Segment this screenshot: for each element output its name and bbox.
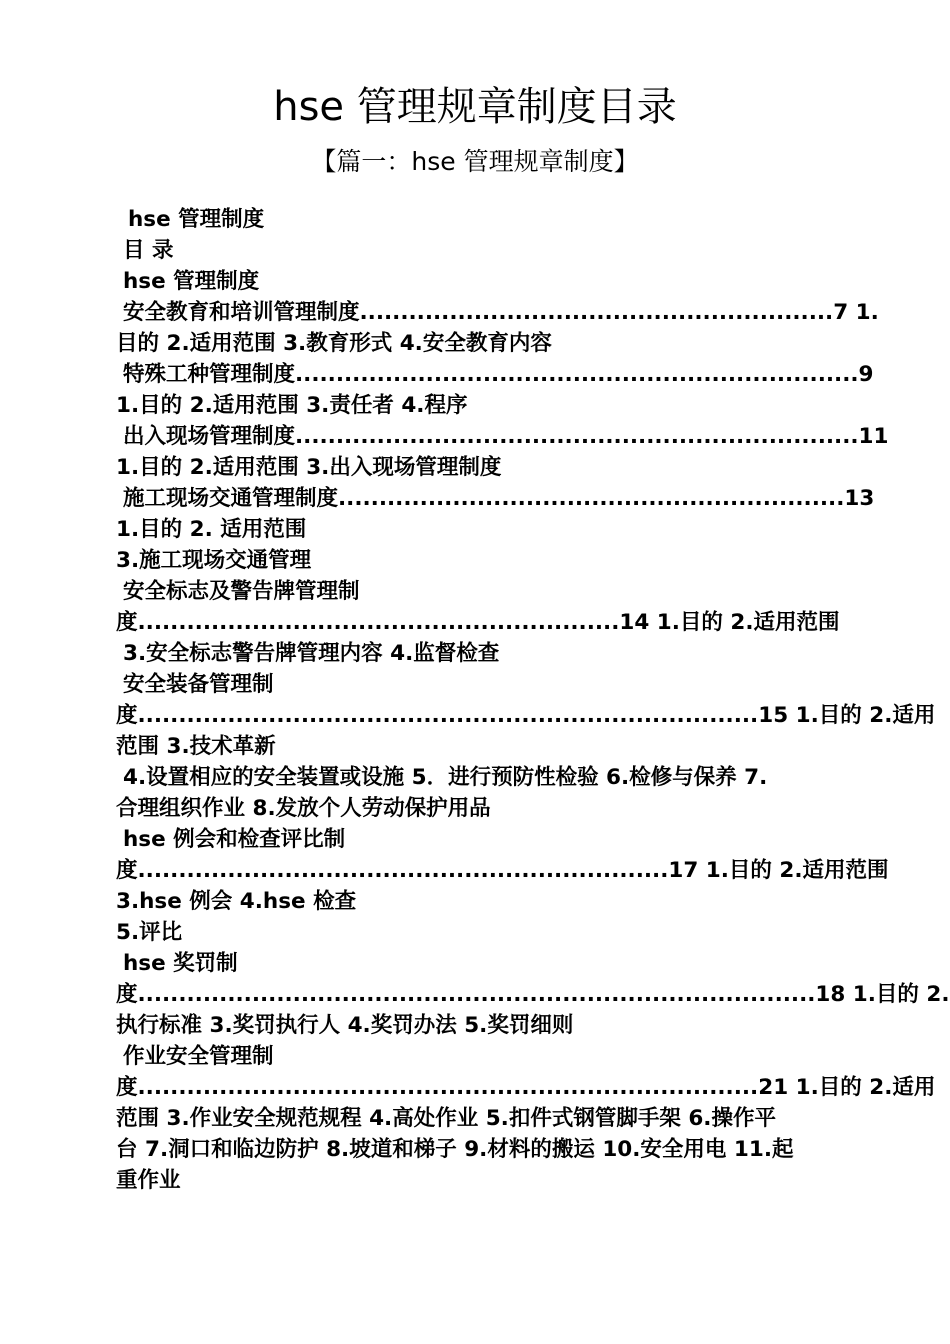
- toc-line: 范围 3.技术革新: [116, 734, 276, 759]
- toc-line: hse 奖罚制: [123, 951, 238, 976]
- toc-line: 4.设置相应的安全装置或设施 5．进行预防性检验 6.检修与保养 7.: [123, 765, 768, 790]
- toc-entry: 特殊工种管理制度.....................................................................9: [123, 362, 874, 387]
- toc-body: [116, 204, 950, 1196]
- toc-line: 1.目的 2. 适用范围: [116, 517, 307, 542]
- toc-line: 目 录: [123, 238, 174, 263]
- toc-line: hse 管理制度: [123, 269, 260, 294]
- toc-line: 执行标准 3.奖罚执行人 4.奖罚办法 5.奖罚细则: [116, 1013, 574, 1038]
- toc-entry: 出入现场管理制度.....................................................................11: [123, 424, 889, 449]
- toc-line: 目的 2.适用范围 3.教育形式 4.安全教育内容: [116, 331, 552, 356]
- toc-line: 1.目的 2.适用范围 3.责任者 4.程序: [116, 393, 468, 418]
- toc-line: 重作业: [116, 1168, 181, 1193]
- toc-line: 3.hse 例会 4.hse 检查: [116, 889, 357, 914]
- toc-entry: 安全教育和培训管理制度..........................................................7 1.: [123, 300, 879, 325]
- toc-line: 5.评比: [116, 920, 183, 945]
- toc-entry: 度............................................................................15 1.目的 2.适用: [116, 703, 936, 728]
- toc-line: 台 7.洞口和临边防护 8.坡道和梯子 9.材料的搬运 10.安全用电 11.起: [116, 1137, 794, 1162]
- toc-line: 3.安全标志警告牌管理内容 4.监督检查: [123, 641, 500, 666]
- toc-entry: 度.................................................................17 1.目的 2.适用范围: [116, 858, 889, 883]
- toc-line: hse 管理制度: [128, 207, 265, 232]
- toc-line: 安全标志及警告牌管理制: [123, 579, 360, 604]
- toc-line: hse 例会和检查评比制: [123, 827, 346, 852]
- toc-entry: 度...........................................................14 1.目的 2.适用范围: [116, 610, 840, 635]
- toc-line: 范围 3.作业安全规范规程 4.高处作业 5.扣件式钢管脚手架 6.操作平: [116, 1106, 776, 1131]
- toc-entry: 施工现场交通管理制度..............................................................13: [123, 486, 875, 511]
- document-subtitle: 【篇一：hse 管理规章制度】: [311, 147, 639, 176]
- toc-line: 作业安全管理制: [123, 1044, 274, 1069]
- toc-line: 1.目的 2.适用范围 3.出入现场管理制度: [116, 455, 502, 480]
- toc-entry: 度...................................................................................18 1.目的 2.: [116, 982, 950, 1007]
- toc-line: 3.施工现场交通管理: [116, 548, 312, 573]
- toc-entry: 度............................................................................21 1.目的 2.适用: [116, 1075, 936, 1100]
- toc-line: 合理组织作业 8.发放个人劳动保护用品: [116, 796, 491, 821]
- toc-line: 安全装备管理制: [123, 672, 274, 697]
- document-title: hse 管理规章制度目录: [273, 84, 677, 130]
